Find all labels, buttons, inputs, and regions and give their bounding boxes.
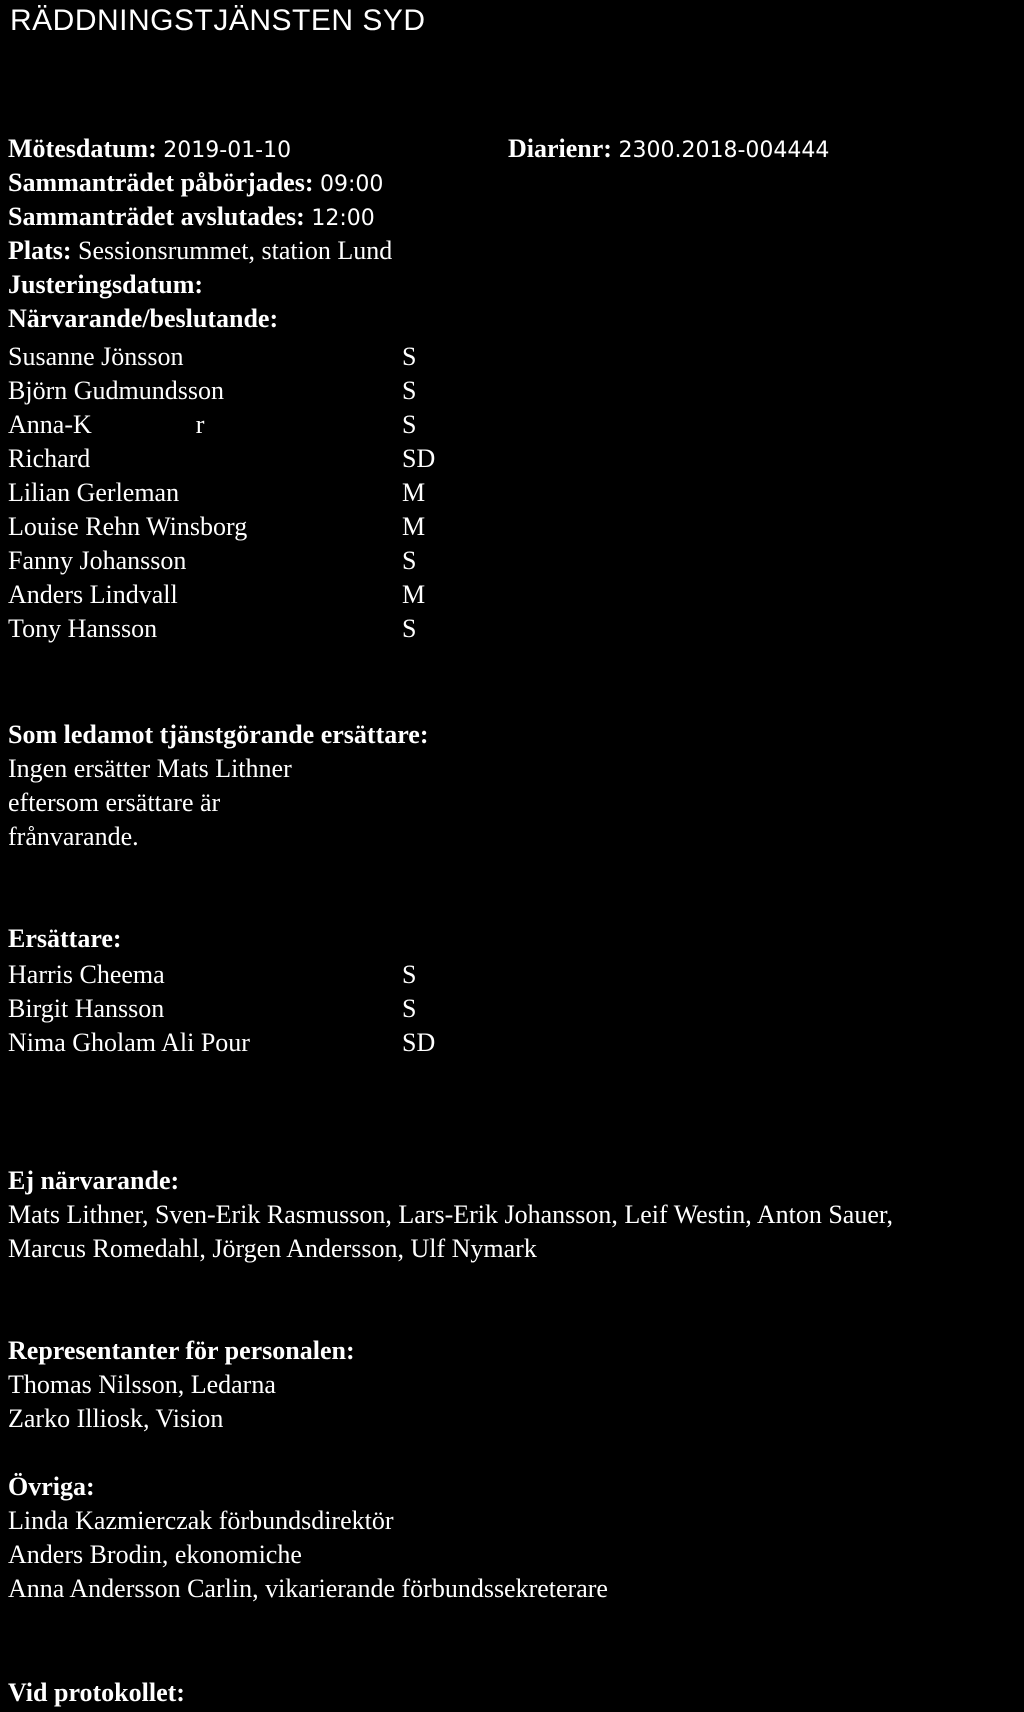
meeting-start-label: Sammanträdet påbörjades: [8,168,314,197]
member-party: S [402,614,417,643]
member-name: Louise Rehn Winsborg [8,512,248,541]
member-name: Björn Gudmundsson [8,376,224,405]
meeting-start-row [8,166,383,202]
diary-number-value: 2300.2018-004444 [618,138,830,163]
member-party: S [402,546,417,575]
member-name: Richard [8,444,91,473]
member-name: Anders Lindvall [8,580,178,609]
serving-substitute-heading: Som ledamot tjänstgörande ersättare: [8,720,429,749]
meeting-date-value: 2019-01-10 [163,138,292,163]
substitute-name: Harris Cheema [8,960,165,989]
member-party: M [402,478,426,507]
organization-name: RÄDDNINGSTJÄNSTEN SYD [10,4,426,37]
serving-substitute-line: Ingen ersätter Mats Lithner [8,754,292,783]
serving-substitute-line: frånvarande. [8,822,139,851]
others-line: Anna Andersson Carlin, vikarierande förbundssekreterare [8,1574,608,1603]
adjustment-date-label: Justeringsdatum: [8,270,204,299]
substitute-name: Birgit Hansson [8,994,165,1023]
meeting-date-row [8,132,291,168]
present-heading: Närvarande/beslutande: [8,304,279,333]
meeting-start-value: 09:00 [320,172,384,197]
absent-heading: Ej närvarande: [8,1166,180,1195]
meeting-end-row [8,200,375,236]
member-party: S [402,342,417,371]
diary-number-row [508,132,829,168]
member-name: Susanne Jönsson [8,342,184,371]
member-party: M [402,580,426,609]
meeting-place-value: Sessionsrummet, station Lund [78,236,393,265]
substitute-party: S [402,960,417,989]
others-heading: Övriga: [8,1472,95,1501]
absent-line: Mats Lithner, Sven-Erik Rasmusson, Lars-Erik Johansson, Leif Westin, Anton Sauer, [8,1200,894,1229]
minutes-heading: Vid protokollet: [8,1678,185,1707]
member-party: S [402,410,417,439]
diary-number-label: Diarienr: [508,134,612,163]
meeting-end-value: 12:00 [311,206,375,231]
others-line: Linda Kazmierczak förbundsdirektör [8,1506,394,1535]
member-name: Fanny Johansson [8,546,187,575]
staff-rep-line: Thomas Nilsson, Ledarna [8,1370,276,1399]
substitute-party: S [402,994,417,1023]
meeting-date-label: Mötesdatum: [8,134,157,163]
absent-line: Marcus Romedahl, Jörgen Andersson, Ulf Nymark [8,1234,537,1263]
meeting-end-label: Sammanträdet avslutades: [8,202,305,231]
substitute-name: Nima Gholam Ali Pour [8,1028,250,1057]
member-name: Anna-K r [8,410,205,439]
member-name: Tony Hansson [8,614,158,643]
meeting-place-label: Plats: [8,236,72,265]
meeting-place-row [8,234,392,268]
substitutes-heading: Ersättare: [8,924,122,953]
serving-substitute-line: eftersom ersättare är [8,788,221,817]
staff-rep-line: Zarko Illiosk, Vision [8,1404,224,1433]
member-name: Lilian Gerleman [8,478,180,507]
staff-reps-heading: Representanter för personalen: [8,1336,355,1365]
substitute-party: SD [402,1028,436,1057]
member-party: M [402,512,426,541]
member-party: S [402,376,417,405]
others-line: Anders Brodin, ekonomiche [8,1540,302,1569]
member-party: SD [402,444,436,473]
